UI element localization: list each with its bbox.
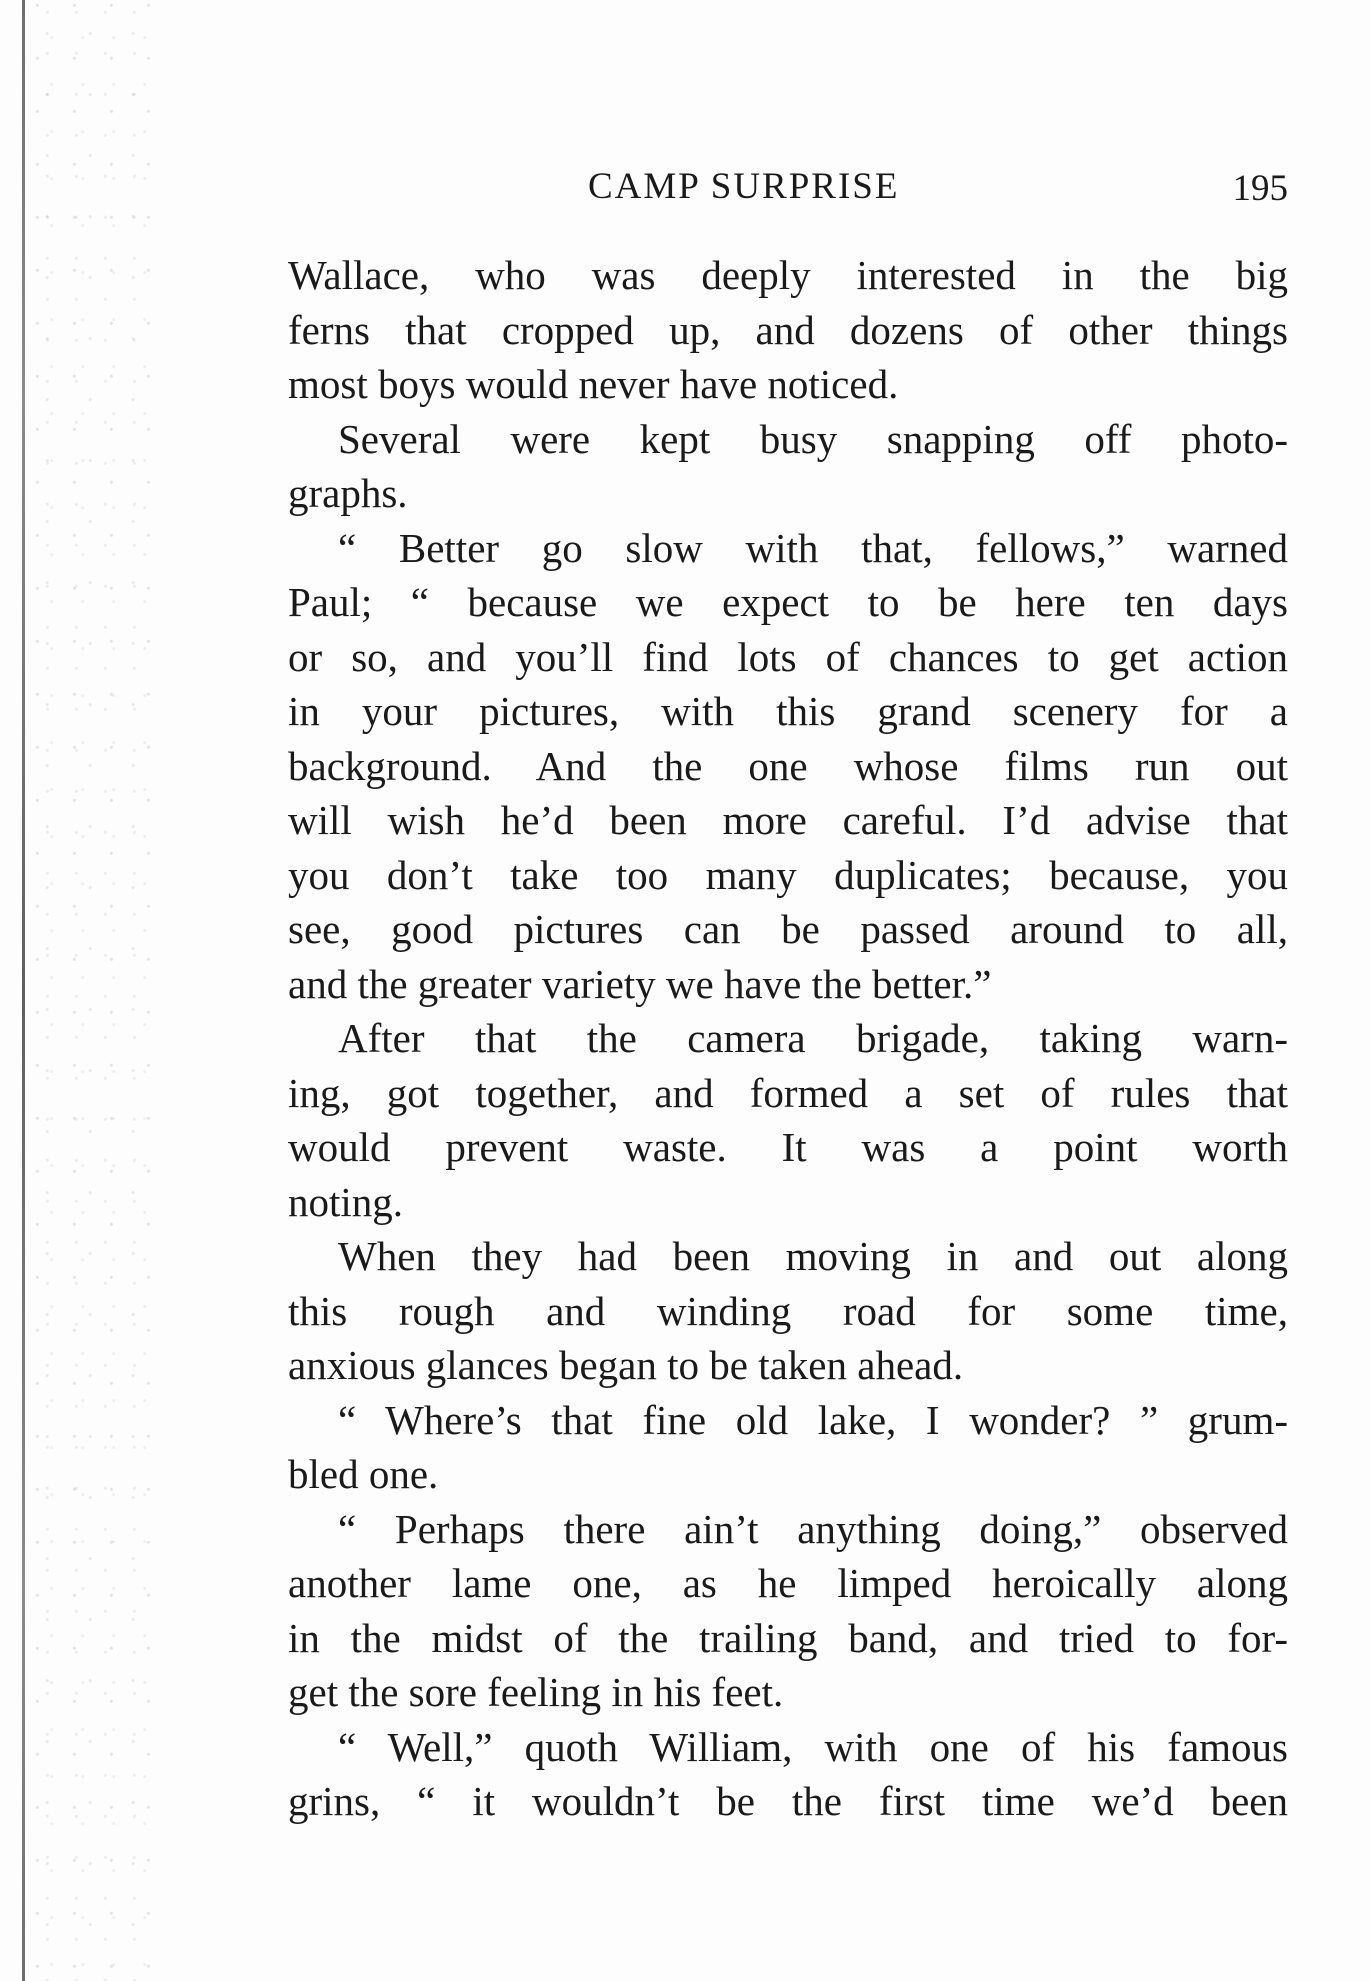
page-header <box>288 165 1288 215</box>
text-line: and the greater variety we have the better.” <box>288 960 992 1007</box>
text-line: anxious glances began to be taken ahead. <box>288 1342 964 1388</box>
text-line: in your pictures, with this grand scenery for a <box>288 688 1288 734</box>
text-line: bled one. <box>288 1451 439 1497</box>
text-line: this rough and winding road for some time, <box>288 1287 1288 1334</box>
text-line: in the midst of the trailing band, and tried to for- <box>288 1614 1288 1661</box>
body-text <box>288 248 1288 1829</box>
running-head: CAMP SURPRISE <box>588 166 900 207</box>
text-line: Paul; “ because we expect to be here ten days <box>288 579 1288 625</box>
page-number: 195 <box>1232 168 1288 209</box>
text-line: will wish he’d been more careful. I’d advise that <box>288 797 1288 843</box>
text-line: When they had been moving in and out along <box>338 1233 1288 1279</box>
text-line: Several were kept busy snapping off photo- <box>338 415 1288 462</box>
text-line: another lame one, as he limped heroically along <box>288 1560 1288 1606</box>
text-line: “ Where’s that fine old lake, I wonder? ” grum- <box>338 1396 1288 1443</box>
text-line: see, good pictures can be passed around to all, <box>288 906 1288 952</box>
text-line: grins, “ it wouldn’t be the first time we’d been <box>288 1778 1288 1824</box>
text-line: get the sore feeling in his feet. <box>288 1669 784 1715</box>
binding-edge <box>22 0 25 1981</box>
text-line: ferns that cropped up, and dozens of other things <box>288 306 1288 353</box>
text-line: ing, got together, and formed a set of rules that <box>288 1069 1288 1116</box>
text-line: “ Perhaps there ain’t anything doing,” observed <box>338 1505 1288 1552</box>
text-line: “ Better go slow with that, fellows,” warned <box>338 524 1288 571</box>
gutter-speckle <box>30 0 150 1981</box>
text-line: After that the camera brigade, taking warn- <box>338 1015 1288 1061</box>
text-line: “ Well,” quoth William, with one of his famous <box>338 1723 1288 1770</box>
text-line: Wallace, who was deeply interested in the big <box>288 252 1288 298</box>
text-line: would prevent waste. It was a point worth <box>288 1124 1288 1170</box>
text-line: most boys would never have noticed. <box>288 361 899 407</box>
text-line: or so, and you’ll find lots of chances to get action <box>288 633 1288 680</box>
text-line: noting. <box>288 1178 404 1225</box>
text-line: graphs. <box>288 470 408 516</box>
text-line: you don’t take too many duplicates; because, you <box>288 851 1288 898</box>
text-line: background. And the one whose films run out <box>288 742 1288 789</box>
